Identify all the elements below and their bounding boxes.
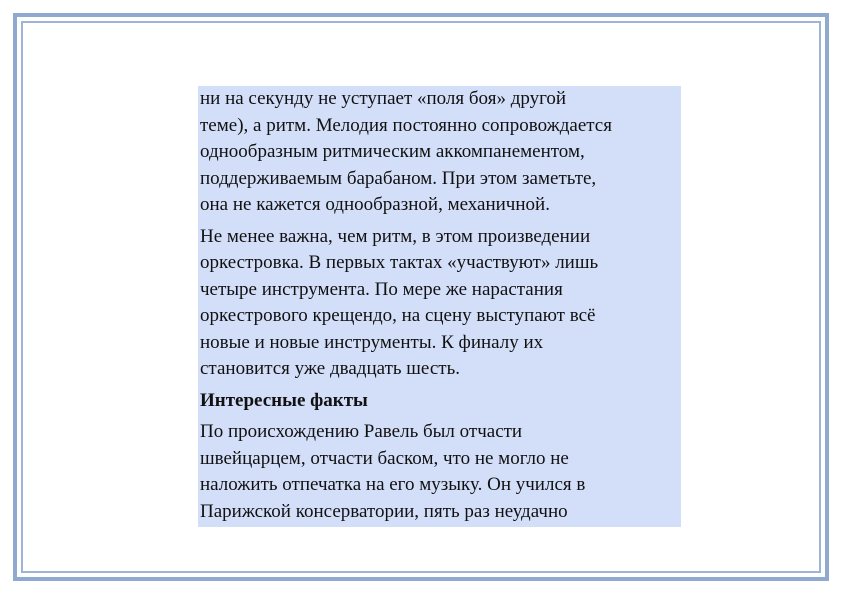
section-heading: Интересные факты	[200, 389, 368, 411]
paragraph-biography: По происхождению Равель был отчасти швейцарцем, отчасти баском, что не могло не наложить отпечатка на его музыку. Он учился в Парижской консерватории, пять раз неудачно	[200, 421, 586, 522]
paragraph-orchestration: Не менее важна, чем ритм, в этом произведении оркестровка. В первых тактах «участвуют» лишь четыре инструмента. По мере же нарастания оркестрового крещендо, на сцену выступают всё новые и новые инструменты. К финалу их становится уже двадцать шесть.	[200, 225, 599, 379]
paragraph-rhythm: ни на секунду не уступает «поля боя» другой теме), а ритм. Мелодия постоянно сопровождается однообразным ритмическим аккомпанементом, поддерживаемым барабаном. При этом заметьте, она не кажется однообразной, механичной.	[200, 88, 612, 215]
text-box	[198, 86, 681, 527]
